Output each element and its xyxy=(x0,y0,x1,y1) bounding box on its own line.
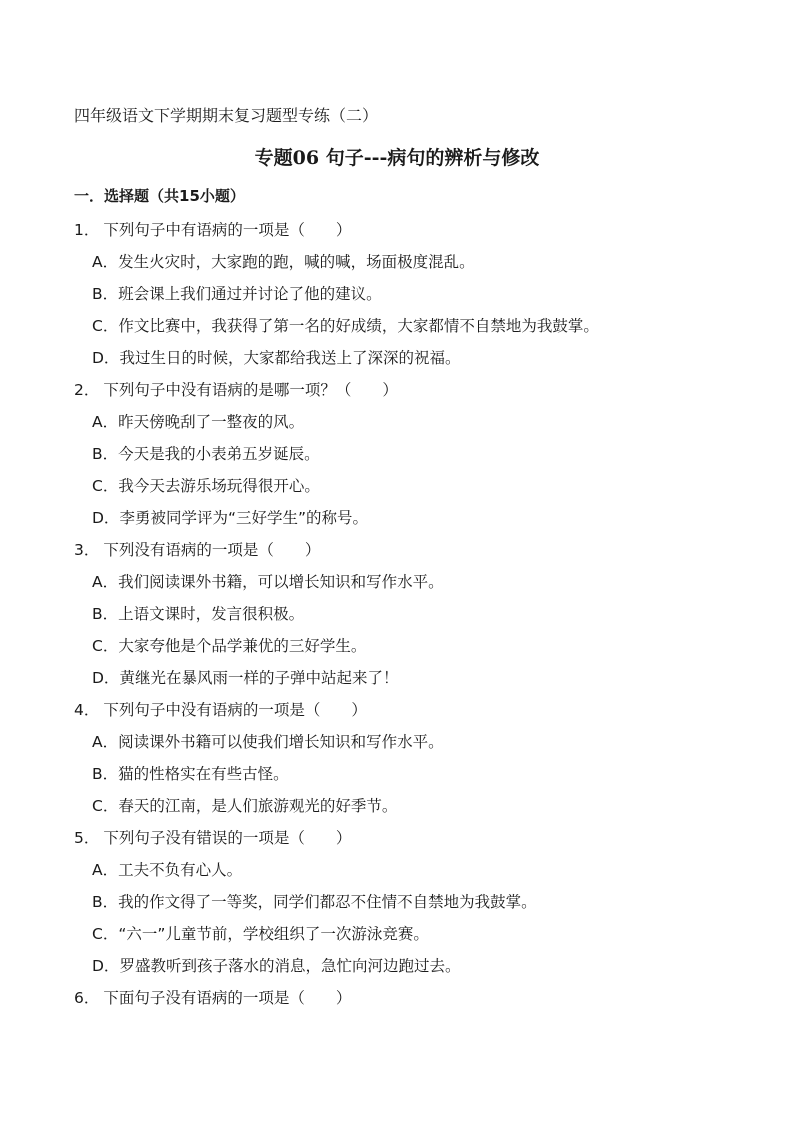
answer-option xyxy=(74,662,734,694)
option-letter: A． xyxy=(92,253,119,271)
option-text: 昨天傍晚刮了一整夜的风。 xyxy=(118,413,305,431)
answer-option xyxy=(74,790,734,822)
question-stem xyxy=(74,694,734,726)
option-letter: C． xyxy=(92,317,119,335)
answer-option xyxy=(74,278,734,310)
option-letter: A． xyxy=(92,733,119,751)
option-letter: C． xyxy=(92,925,119,943)
option-text: 上语文课时，发言很积极。 xyxy=(118,605,305,623)
answer-option xyxy=(74,438,734,470)
answer-option xyxy=(74,470,734,502)
option-letter: D． xyxy=(92,957,120,975)
question-1 xyxy=(74,214,734,374)
option-letter: D． xyxy=(92,349,120,367)
answer-option xyxy=(74,886,734,918)
option-text: 我的作文得了一等奖，同学们都忍不住情不自禁地为我鼓掌。 xyxy=(118,893,537,911)
section-heading: 一．选择题（共15小题） xyxy=(74,187,245,205)
question-stem xyxy=(74,822,734,854)
option-letter: C． xyxy=(92,477,119,495)
question-3 xyxy=(74,534,734,694)
answer-option xyxy=(74,950,734,982)
question-stem xyxy=(74,982,734,1014)
option-text: 我过生日的时候，大家都给我送上了深深的祝福。 xyxy=(119,349,461,367)
option-text: 大家夸他是个品学兼优的三好学生。 xyxy=(118,637,367,655)
question-5 xyxy=(74,822,734,982)
option-letter: A． xyxy=(92,861,119,879)
question-text: 下列句子中有语病的一项是（ ） xyxy=(103,221,352,239)
option-letter: B． xyxy=(92,893,119,911)
option-text: 班会课上我们通过并讨论了他的建议。 xyxy=(118,285,382,303)
option-letter: D． xyxy=(92,509,120,527)
answer-option xyxy=(74,342,734,374)
question-stem xyxy=(74,374,734,406)
answer-option xyxy=(74,918,734,950)
option-letter: D． xyxy=(92,669,120,687)
question-text: 下列句子没有错误的一项是（ ） xyxy=(103,829,352,847)
option-letter: A． xyxy=(92,413,119,431)
question-stem xyxy=(74,214,734,246)
question-number: 6． xyxy=(74,989,100,1007)
question-2 xyxy=(74,374,734,534)
option-letter: B． xyxy=(92,445,119,463)
option-letter: B． xyxy=(92,285,119,303)
answer-option xyxy=(74,598,734,630)
question-6 xyxy=(74,982,734,1014)
answer-option xyxy=(74,310,734,342)
question-4 xyxy=(74,694,734,822)
option-text: 作文比赛中，我获得了第一名的好成绩，大家都情不自禁地为我鼓掌。 xyxy=(118,317,599,335)
option-text: 今天是我的小表弟五岁诞辰。 xyxy=(118,445,320,463)
question-number: 2． xyxy=(74,381,100,399)
question-stem xyxy=(74,534,734,566)
answer-option xyxy=(74,566,734,598)
option-text: 黄继光在暴风雨一样的子弹中站起来了！ xyxy=(119,669,399,687)
option-text: 我们阅读课外书籍，可以增长知识和写作水平。 xyxy=(118,573,444,591)
option-text: 猫的性格实在有些古怪。 xyxy=(118,765,289,783)
option-letter: B． xyxy=(92,605,119,623)
option-text: 我今天去游乐场玩得很开心。 xyxy=(118,477,320,495)
option-text: 罗盛教听到孩子落水的消息，急忙向河边跑过去。 xyxy=(119,957,461,975)
option-letter: C． xyxy=(92,797,119,815)
option-text: 工夫不负有心人。 xyxy=(118,861,243,879)
question-number: 3． xyxy=(74,541,100,559)
option-text: 发生火灾时，大家跑的跑，喊的喊，场面极度混乱。 xyxy=(118,253,475,271)
option-text: 阅读课外书籍可以使我们增长知识和写作水平。 xyxy=(118,733,444,751)
answer-option xyxy=(74,406,734,438)
option-text: “六一”儿童节前，学校组织了一次游泳竞赛。 xyxy=(118,925,429,943)
question-text: 下列没有语病的一项是（ ） xyxy=(103,541,321,559)
option-letter: C． xyxy=(92,637,119,655)
answer-option xyxy=(74,246,734,278)
question-number: 1． xyxy=(74,221,100,239)
document-title: 专题06 句子---病句的辨析与修改 xyxy=(254,147,540,169)
option-text: 李勇被同学评为“三好学生”的称号。 xyxy=(119,509,368,527)
answer-option xyxy=(74,502,734,534)
answer-option xyxy=(74,854,734,886)
question-list xyxy=(74,214,734,1014)
option-text: 春天的江南，是人们旅游观光的好季节。 xyxy=(118,797,398,815)
question-text: 下列句子中没有语病的一项是（ ） xyxy=(103,701,367,719)
answer-option xyxy=(74,630,734,662)
option-letter: B． xyxy=(92,765,119,783)
question-number: 4． xyxy=(74,701,100,719)
answer-option xyxy=(74,726,734,758)
question-text: 下列句子中没有语病的是哪一项？（ ） xyxy=(103,381,398,399)
question-number: 5． xyxy=(74,829,100,847)
document-subtitle: 四年级语文下学期期末复习题型专练（二） xyxy=(74,106,379,125)
question-text: 下面句子没有语病的一项是（ ） xyxy=(103,989,352,1007)
answer-option xyxy=(74,758,734,790)
option-letter: A． xyxy=(92,573,119,591)
